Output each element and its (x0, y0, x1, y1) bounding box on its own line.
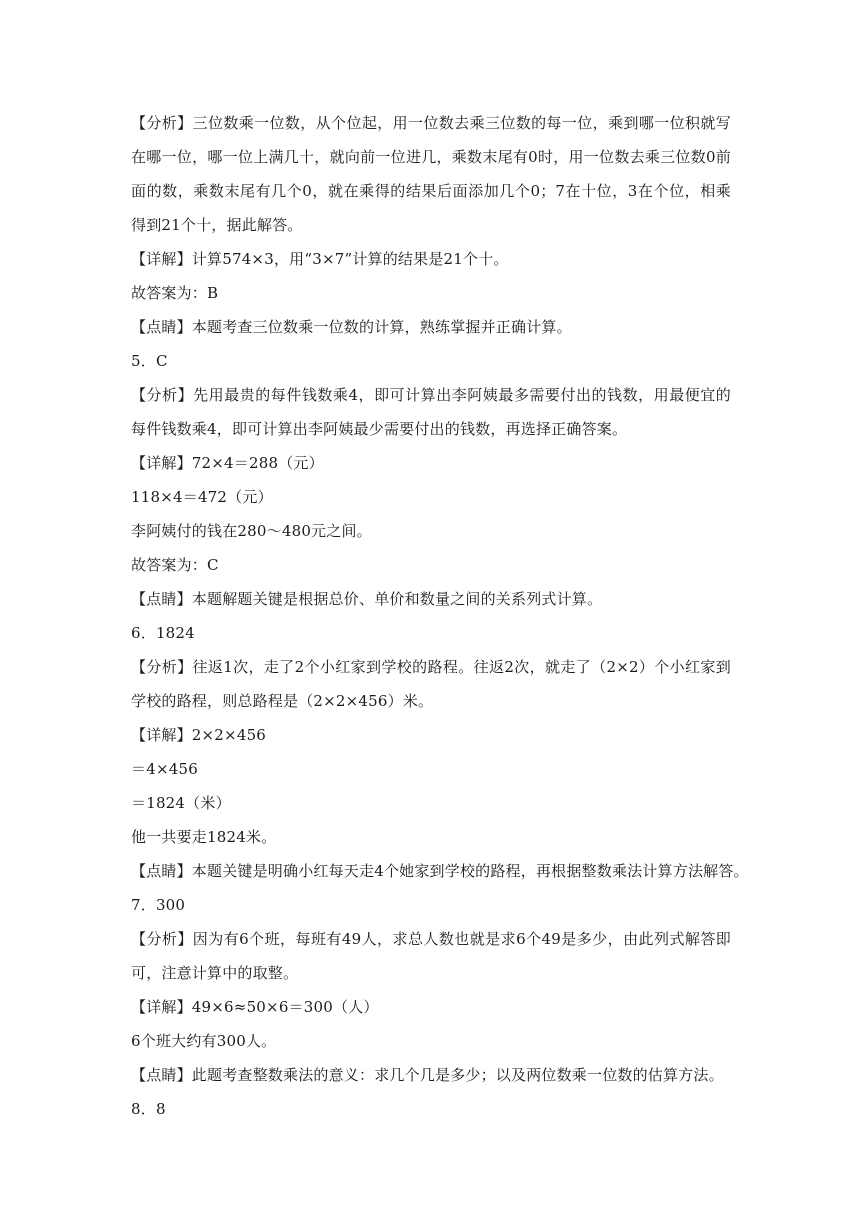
q5-analysis: 【分析】先用最贵的每件钱数乘4，即可计算出李阿姨最多需要付出的钱数，用最便宜的每件钱数乘4，即可计算出李阿姨最少需要付出的钱数，再选择正确答案。 (131, 386, 731, 438)
q6-comment: 【点睛】本题关键是明确小红每天走4个她家到学校的路程，再根据整数乘法计算方法解答。 (131, 862, 749, 880)
answer-explanations (131, 106, 749, 1126)
q7-comment: 【点睛】此题考查整数乘法的意义：求几个几是多少；以及两位数乘一位数的估算方法。 (131, 1066, 724, 1084)
q4-answer: 故答案为：B (131, 284, 219, 302)
q6-conclusion: 他一共要走1824米。 (131, 828, 277, 846)
q5-comment: 【点睛】本题解题关键是根据总价、单价和数量之间的关系列式计算。 (131, 590, 603, 608)
q5-detail: 【详解】72×4＝288（元） (131, 454, 324, 472)
q7-detail: 【详解】49×6≈50×6＝300（人） (131, 998, 379, 1016)
q4-comment: 【点睛】本题考查三位数乘一位数的计算，熟练掌握并正确计算。 (131, 318, 572, 336)
q5-heading: 5．C (131, 352, 168, 370)
q7-heading: 7．300 (131, 896, 186, 914)
q6-analysis: 【分析】往返1次，走了2个小红家到学校的路程。往返2次，就走了（2×2）个小红家到学校的路程，则总路程是（2×2×456）米。 (131, 658, 731, 710)
q5-answer: 故答案为：C (131, 556, 219, 574)
q6-calc-line: ＝1824（米） (131, 794, 231, 812)
q6-calc-line: ＝4×456 (131, 760, 198, 778)
q4-detail: 【详解】计算574×3，用“3×7”计算的结果是21个十。 (131, 250, 509, 268)
q5-conclusion: 李阿姨付的钱在280～480元之间。 (131, 522, 372, 540)
q7-conclusion: 6个班大约有300人。 (131, 1032, 277, 1050)
q5-calc-line: 118×4＝472（元） (131, 488, 273, 506)
q6-heading: 6．1824 (131, 624, 195, 642)
q6-detail: 【详解】2×2×456 (131, 726, 267, 744)
q7-analysis: 【分析】因为有6个班，每班有49人，求总人数也就是求6个49是多少，由此列式解答即可，注意计算中的取整。 (131, 930, 731, 982)
q4-analysis: 【分析】三位数乘一位数，从个位起，用一位数去乘三位数的每一位，乘到哪一位积就写在哪一位，哪一位上满几十，就向前一位进几，乘数末尾有0时，用一位数去乘三位数0前面的数，乘数末尾有几个0，就在乘得的结果后面添加几个0；7在十位，3在个位，相乘得到21个十，据此解答。 (131, 114, 731, 234)
q8-heading: 8．8 (131, 1100, 166, 1118)
